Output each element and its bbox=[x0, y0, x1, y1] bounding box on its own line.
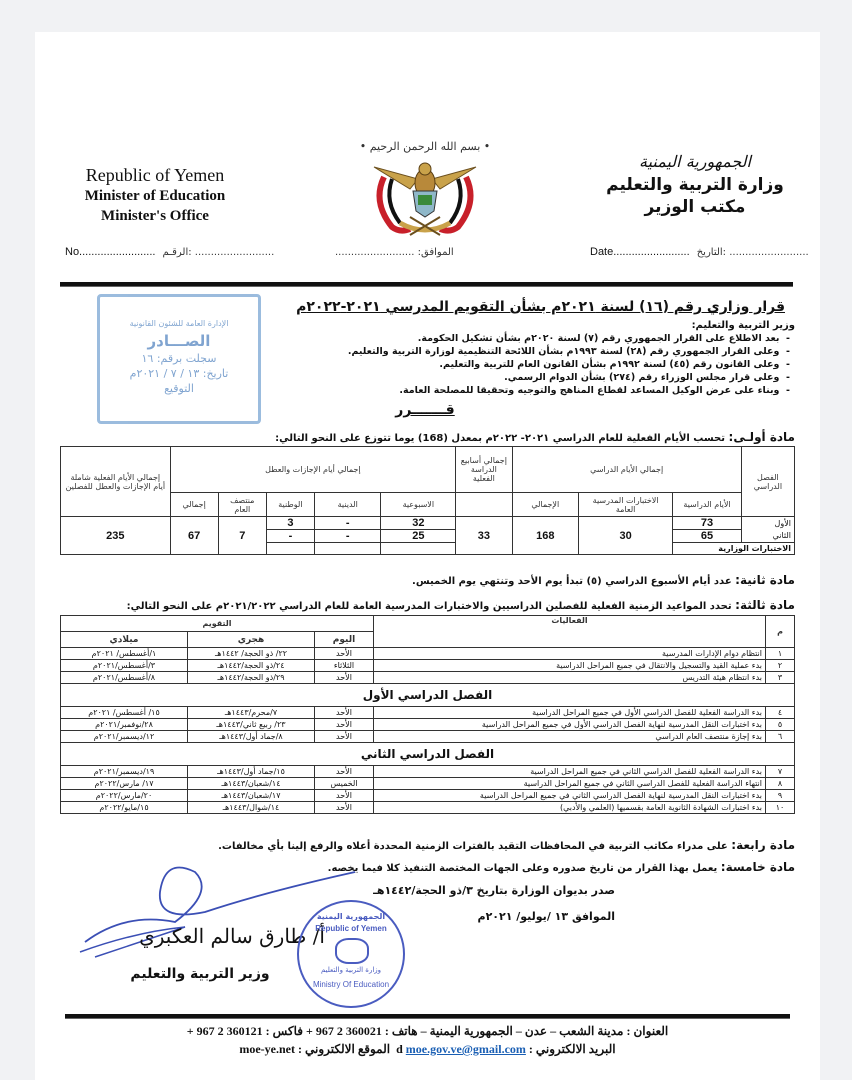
cell-no: ١٠ bbox=[766, 802, 795, 814]
article-3-text: تحدد المواعيد الزمنية الفعلية للفصلين الدراسيين والاختبارات المدرسية العامة للعام الدراسي ٢٠٢١/٢٠٢٢م على النحو التالي: bbox=[126, 601, 732, 612]
cell-hijri: ١٤/شوال/١٤٤٣هـ bbox=[188, 802, 315, 814]
seal-emblem-icon bbox=[335, 938, 369, 964]
cell-hijri: ١٤/شعبان/١٤٤٣هـ bbox=[188, 778, 315, 790]
header-ar-office: مكتب الوزير bbox=[644, 197, 746, 217]
article-2-label: مادة ثانية: bbox=[735, 573, 795, 587]
table-row bbox=[61, 648, 795, 660]
cell-weekly: 32 bbox=[381, 517, 456, 530]
cell-gregorian: ٣/أغسطس/٢٠٢١م bbox=[61, 660, 188, 672]
cell-religious: - bbox=[314, 517, 381, 530]
seal-en-country: Republic of Yemen bbox=[315, 924, 387, 933]
th-semester: الفصل الدراسي bbox=[741, 447, 794, 517]
cell-ministerial-exams: الاختبارات الوزارية bbox=[673, 543, 795, 555]
seal-en-ministry: Ministry Of Education bbox=[312, 980, 390, 989]
footer-email-label: البريد الالكتروني : d bbox=[396, 1042, 616, 1056]
header-en-ministry: Minister of Education bbox=[84, 188, 226, 204]
cell-no: ٩ bbox=[766, 790, 795, 802]
cell-day: الأحد bbox=[315, 672, 374, 684]
cell-gregorian: ١٩/ديسمبر/٢٠٢١م bbox=[61, 766, 188, 778]
recital-text: بعد الاطلاع على القرار الجمهوري رقم (٧) لسنة ٢٠٢٠م بشأن تشكيل الحكومة. bbox=[417, 333, 780, 344]
basmala: • بسم الله الرحمن الرحيم • bbox=[359, 140, 491, 153]
recital-item: - وعلى قرار مجلس الوزراء رقم (٢٧٤) بشأن الدوام الرسمي. bbox=[504, 372, 790, 383]
th-religious: الدينية bbox=[314, 493, 381, 517]
header-english bbox=[55, 165, 255, 225]
school-calendar-table bbox=[60, 615, 795, 814]
article-5-label: مادة خامسة: bbox=[720, 860, 795, 874]
section-row bbox=[61, 743, 795, 766]
document-page bbox=[35, 32, 820, 1080]
header-emblem bbox=[330, 140, 520, 243]
cell-activity: انتظام دوام الإدارات المدرسية bbox=[374, 648, 766, 660]
cell-day: الخميس bbox=[315, 778, 374, 790]
cell-midyear: 7 bbox=[218, 517, 266, 555]
th-grand-total: إجمالي الأيام الفعلية شاملة أيام الإجازات والعطل للفصلين bbox=[61, 447, 171, 517]
footer-divider bbox=[65, 1014, 790, 1019]
article-3 bbox=[60, 598, 795, 612]
cell-no: ٣ bbox=[766, 672, 795, 684]
th-calendar: التقويم bbox=[61, 616, 374, 632]
table-row bbox=[61, 660, 795, 672]
decree-recitals bbox=[260, 332, 790, 397]
cell-hijri: ٢٣/ ربيع ثاني/١٤٤٣هـ bbox=[188, 719, 315, 731]
th-weeks: إجمالي أسابيع الدراسة الفعلية bbox=[456, 447, 512, 493]
basmala-text: بسم الله الرحمن الرحيم bbox=[369, 140, 481, 153]
cell-gregorian: ١٥/مايو/٢٠٢٢م bbox=[61, 802, 188, 814]
table-row bbox=[61, 672, 795, 684]
th-study-total: إجمالي الأيام الدراسي bbox=[512, 447, 741, 493]
table-row bbox=[61, 731, 795, 743]
cell-activity: بدء إجازة منتصف العام الدراسي bbox=[374, 731, 766, 743]
th-hol-total: إجمالي bbox=[170, 493, 218, 517]
signatory-name: أ/ طارق سالم العكبري bbox=[139, 924, 325, 948]
recital-item: - بعد الاطلاع على القرار الجمهوري رقم (٧) لسنة ٢٠٢٠م بشأن تشكيل الحكومة. bbox=[417, 333, 790, 344]
th-activities: الفعاليات bbox=[374, 616, 766, 648]
cell-religious: - bbox=[314, 530, 381, 543]
cell-no: ٥ bbox=[766, 719, 795, 731]
field-muwafiq: الموافق: ......................... bbox=[335, 247, 454, 258]
cell-day: الأحد bbox=[315, 648, 374, 660]
cell-national: 3 bbox=[266, 517, 314, 530]
days-distribution-table bbox=[60, 446, 795, 555]
cell-activity: بدء الدراسة الفعلية للفصل الدراسي الأول في جميع المراحل الدراسية bbox=[374, 707, 766, 719]
header-arabic bbox=[595, 152, 795, 217]
article-4-label: مادة رابعة: bbox=[731, 838, 795, 852]
cell-activity: بدء اختبارات النقل المدرسية لنهاية الفصل الدراسي الثاني في جميع المراحل الدراسية bbox=[374, 790, 766, 802]
ministry-seal bbox=[297, 900, 405, 1008]
cell-no: ١ bbox=[766, 648, 795, 660]
recital-item: - وعلى القرار الجمهوري رقم (٢٨) لسنة ١٩٩٣م بشأن اللائحة التنظيمية لوزارة التربية والتعليم. bbox=[347, 346, 790, 357]
stamp-dept: الإدارة العامة للشئون القانونية bbox=[129, 319, 229, 328]
cell-gregorian: ٢٨/نوفمبر/٢٠٢١م bbox=[61, 719, 188, 731]
cell-days: 65 bbox=[673, 530, 742, 543]
cell-day: الأحد bbox=[315, 766, 374, 778]
cell-gregorian: ١٧/ مارس/٢٠٢٢م bbox=[61, 778, 188, 790]
table-row bbox=[61, 778, 795, 790]
stamp-reg-no: سجلت برقم: ١٦ bbox=[141, 352, 217, 365]
th-no: م bbox=[766, 616, 795, 648]
field-date bbox=[590, 246, 809, 258]
cell-activity: بدء عملية القيد والتسجيل والانتقال في جميع المراحل الدراسية bbox=[374, 660, 766, 672]
header-en-country: Republic of Yemen bbox=[85, 165, 225, 185]
cell-hijri: ٨/جماد أول/١٤٤٣هـ bbox=[188, 731, 315, 743]
cell-day: الثلاثاء bbox=[315, 660, 374, 672]
cell-no: ٧ bbox=[766, 766, 795, 778]
cell-grand-total: 235 bbox=[61, 517, 171, 555]
table-row bbox=[61, 790, 795, 802]
article-1-text: تحسب الأيام الفعلية للعام الدراسي ٢٠٢١- ٢٠٢٢م بمعدل (168) يوما تتوزع على النحو التالي: bbox=[275, 433, 726, 444]
cell-day: الأحد bbox=[315, 790, 374, 802]
cell-national: - bbox=[266, 530, 314, 543]
cell-exams: 30 bbox=[579, 517, 673, 555]
cell-gregorian: ٨/أغسطس/٢٠٢١م bbox=[61, 672, 188, 684]
footer-site-label: الموقع الالكتروني : bbox=[298, 1042, 391, 1056]
cell-weeks: 33 bbox=[456, 517, 512, 555]
cell-days: 73 bbox=[673, 517, 742, 530]
th-weekly: الاسبوعية bbox=[381, 493, 456, 517]
th-midyear: منتصف العام bbox=[218, 493, 266, 517]
table-row bbox=[61, 766, 795, 778]
cell-hijri: ٢٢/ ذو الحجة/ ١٤٤٢هـ bbox=[188, 648, 315, 660]
header-ar-country: الجمهورية اليمنية bbox=[638, 152, 751, 171]
cell-day: الأحد bbox=[315, 707, 374, 719]
section-first-semester: الفصل الدراسي الأول bbox=[61, 684, 795, 707]
header-en-office: Minister's Office bbox=[101, 208, 209, 224]
stamp-date: تاريخ: ١٣ / ٧ / ٢٠٢١م bbox=[129, 367, 229, 380]
cell-activity: بدء انتظام هيئة التدريس bbox=[374, 672, 766, 684]
article-4-text: على مدراء مكاتب التربية في المحافظات التقيد بالفترات الزمنية المحددة أعلاه والرفع إلينا بأي مخالفات. bbox=[218, 841, 728, 852]
cell-hijri: ٢٤/ذو الحجة/١٤٤٢هـ bbox=[188, 660, 315, 672]
th-weeks-empty bbox=[456, 493, 512, 517]
cell-no: ٦ bbox=[766, 731, 795, 743]
cell-activity: بدء اختبارات النقل المدرسية لنهاية الفصل الدراسي الأول في جميع المراحل الدراسية bbox=[374, 719, 766, 731]
section-row bbox=[61, 684, 795, 707]
article-4 bbox=[60, 838, 795, 852]
cell-activity: انتهاء الدراسة الفعلية للفصل الدراسي الثاني في جميع المراحل الدراسية bbox=[374, 778, 766, 790]
cell-gregorian: ٢٠/مارس/٢٠٢٢م bbox=[61, 790, 188, 802]
header-divider bbox=[60, 282, 793, 287]
section-second-semester: الفصل الدراسي الثاني bbox=[61, 743, 795, 766]
article-2-text: عدد أيام الأسبوع الدراسي (٥) تبدأ يوم الأحد وتنتهي يوم الخميس. bbox=[412, 576, 732, 587]
recital-text: وعلى القرار الجمهوري رقم (٢٨) لسنة ١٩٩٣م بشأن اللائحة التنظيمية لوزارة التربية والتعليم. bbox=[347, 346, 780, 357]
table-row bbox=[61, 802, 795, 814]
article-1 bbox=[60, 430, 795, 444]
cell-no: ٤ bbox=[766, 707, 795, 719]
recital-item: - وعلى القانون رقم (٤٥) لسنة ١٩٩٢م بشأن القانون العام للتربية والتعليم. bbox=[439, 359, 790, 370]
cell-empty bbox=[266, 543, 314, 555]
yemen-eagle-emblem-icon bbox=[370, 157, 480, 239]
decree-decides: قـــــــرر bbox=[395, 402, 455, 418]
cell-activity: بدء اختبارات الشهادة الثانوية العامة بقسميها (العلمي والأدبي) bbox=[374, 802, 766, 814]
th-study-days: الأيام الدراسية bbox=[673, 493, 742, 517]
cell-no: ٨ bbox=[766, 778, 795, 790]
stamp-issued: الصـــادر bbox=[147, 332, 211, 350]
cell-gregorian: ١٥/ أغسطس/ ٢٠٢١م bbox=[61, 707, 188, 719]
field-no bbox=[65, 246, 274, 258]
th-hijri: هجري bbox=[188, 632, 315, 648]
th-national: الوطنية bbox=[266, 493, 314, 517]
table-row bbox=[61, 517, 795, 530]
recital-text: وعلى القانون رقم (٤٥) لسنة ١٩٩٢م بشأن القانون العام للتربية والتعليم. bbox=[439, 359, 780, 370]
cell-total: 168 bbox=[512, 517, 579, 555]
field-date-en: Date......................... bbox=[590, 246, 690, 258]
article-5-text: يعمل بهذا القرار من تاريخ صدوره وعلى الجهات المختصة التنفيذ كلا فيما يخصه. bbox=[327, 863, 718, 874]
cell-no: ٢ bbox=[766, 660, 795, 672]
issued-date-hijri: صدر بديوان الوزارة بتاريخ ٣/ذو الحجة/١٤٤٢هـ bbox=[373, 884, 615, 897]
footer-site: moe-ye.net bbox=[239, 1042, 295, 1056]
cell-hol-total: 67 bbox=[170, 517, 218, 555]
article-1-label: مادة أولـى: bbox=[728, 430, 795, 444]
th-total: الإجمالي bbox=[512, 493, 579, 517]
cell-activity: بدء الدراسة الفعلية للفصل الدراسي الثاني في جميع المراحل الدراسية bbox=[374, 766, 766, 778]
th-day: اليوم bbox=[315, 632, 374, 648]
cell-hijri: ١٥/جماد أول/١٤٤٣هـ bbox=[188, 766, 315, 778]
article-3-label: مادة ثالثة: bbox=[735, 598, 795, 612]
cell-hijri: ٢٩/ذو الحجة/١٤٤٢هـ bbox=[188, 672, 315, 684]
recital-text: وعلى قرار مجلس الوزراء رقم (٢٧٤) بشأن الدوام الرسمي. bbox=[504, 372, 780, 383]
cell-semester: الأول bbox=[741, 517, 794, 530]
cell-gregorian: ١/أغسطس/ ٢٠٢١م bbox=[61, 648, 188, 660]
field-raqm: الرقـم: ......................... bbox=[162, 247, 275, 258]
cell-semester: الثاني bbox=[741, 530, 794, 543]
field-tarikh: التاريخ: ......................... bbox=[696, 247, 809, 258]
field-no-en: No......................... bbox=[65, 246, 156, 258]
cell-day: الأحد bbox=[315, 802, 374, 814]
stamp-signature: التوقيع bbox=[164, 382, 194, 395]
decree-preamble: وزير التربية والتعليم: bbox=[691, 320, 795, 331]
cell-day: الأحد bbox=[315, 731, 374, 743]
cell-empty bbox=[381, 543, 456, 555]
seal-ar-ministry: وزارة التربية والتعليم bbox=[320, 966, 382, 974]
th-holidays: إجمالي أيام الإجازات والعطل bbox=[170, 447, 456, 493]
cell-gregorian: ١٢/ديسمبر/٢٠٢١م bbox=[61, 731, 188, 743]
footer-contacts bbox=[65, 1042, 790, 1057]
table-row bbox=[61, 719, 795, 731]
recital-item: - وبناء على عرض الوكيل المساعد لقطاع المناهج والتوجيه وتحقيقا للمصلحة العامة. bbox=[399, 385, 790, 396]
th-exams: الاختبارات المدرسية العامة bbox=[579, 493, 673, 517]
signatory-title: وزير التربية والتعليم bbox=[130, 966, 270, 982]
decree-title: قرار وزاري رقم (١٦) لسنة ٢٠٢١م بشأن التقويم المدرسي ٢٠٢١-٢٠٢٢م bbox=[296, 299, 785, 315]
recital-text: وبناء على عرض الوكيل المساعد لقطاع المناهج والتوجيه وتحقيقا للمصلحة العامة. bbox=[399, 385, 780, 396]
cell-empty bbox=[314, 543, 381, 555]
footer-email-link[interactable]: moe.gov.ve@gmail.com bbox=[405, 1042, 526, 1056]
article-2 bbox=[60, 573, 795, 587]
decree-title-wrap bbox=[175, 296, 785, 315]
header-ar-ministry: وزارة التربية والتعليم bbox=[606, 175, 784, 195]
cell-day: الأحد bbox=[315, 719, 374, 731]
cell-weekly: 25 bbox=[381, 530, 456, 543]
issued-date-gregorian: الموافق ١٣ /يوليو/ ٢٠٢١م bbox=[477, 910, 615, 923]
cell-hijri: ٧/محرم/١٤٤٣هـ bbox=[188, 707, 315, 719]
seal-ar-country: الجمهورية اليمنية bbox=[316, 912, 386, 921]
table-row bbox=[61, 707, 795, 719]
cell-hijri: ١٧/شعبان/١٤٤٣هـ bbox=[188, 790, 315, 802]
th-gregorian: ميلادي bbox=[61, 632, 188, 648]
footer-address: العنوان : مدينة الشعب – عدن – الجمهورية اليمنية – هاتف : 360021 2 967 + فاكس : 360121 2 967 + bbox=[186, 1024, 669, 1038]
